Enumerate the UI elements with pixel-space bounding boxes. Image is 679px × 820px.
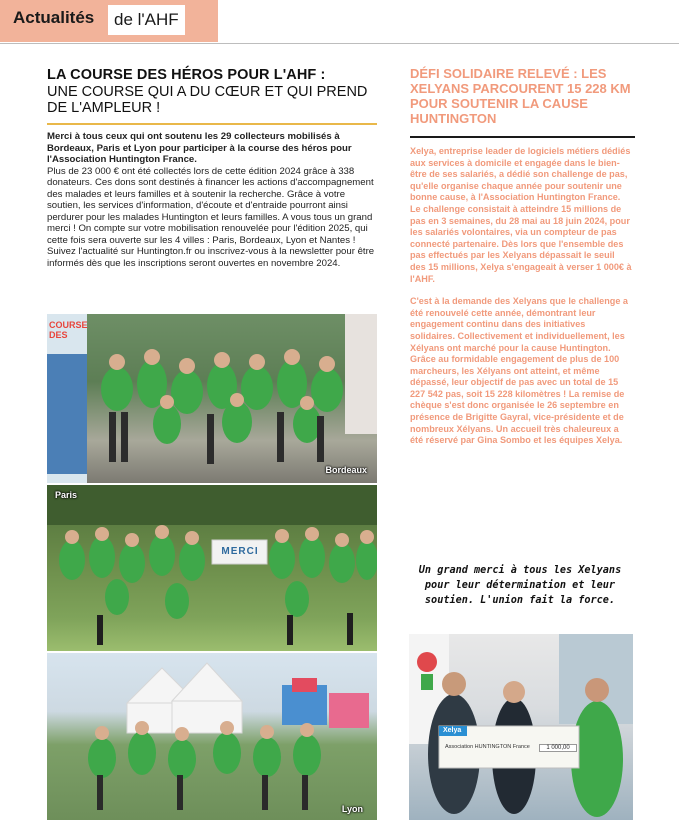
section-title: Actualités [13, 8, 95, 27]
lyon-caption: Lyon [341, 804, 363, 814]
right-article-body [410, 146, 632, 447]
section-subtitle: de l'AHF [108, 5, 185, 35]
bordeaux-banner-text: COURSE DES [49, 320, 88, 340]
cheque-amount: 1 000,00 [539, 744, 577, 752]
paris-merci-sign: MERCI [221, 546, 259, 557]
bordeaux-caption: Bordeaux [325, 465, 367, 475]
header-divider [0, 43, 679, 44]
paris-caption: Paris [55, 490, 78, 500]
photo-bordeaux-scene [47, 314, 377, 483]
cheque-payee: Association HUNTINGTON France [445, 744, 530, 750]
photo-lyon-scene [47, 653, 377, 820]
photo-cheque-handover [409, 634, 633, 820]
photo-paris [47, 485, 377, 651]
photo-lyon [47, 653, 377, 820]
left-headline-rule [47, 123, 377, 125]
handwritten-thanks: Un grand merci à tous les Xelyans pour leur détermination et leur soutien. L'union fait la force. [418, 565, 622, 606]
right-paragraph-2: C'est à la demande des Xelyans que le challenge a été renouvelé cette année, démontrant leur engagement continu dans des initiatives solidaires. Collectivement et individuellement, les Xélyans ont marché pour la cause Huntington. Grâce au formidable engagement de plus de 100 marcheurs, les Xélyans ont atteint, et même dépassé, leur objectif de pas avec un total de 15 227 542 pas, soit 15 228 kilomètres ! La remise de chèque s'est donc organisée le 26 septembre en présence de Brigitte Gayral, vice-présidente et de nombreux Xélyans. Un accueil très chaleureux a été réservé par Gina Sombo et les équipes Xelya. [410, 296, 628, 446]
left-headline-bold: LA COURSE DES HÉROS POUR L'AHF : [47, 67, 326, 83]
right-paragraph-1: Xelya, entreprise leader de logiciels métiers dédiés aux services à domicile et engagée dans le bien-être de ses salariés, a dédié son challenge de pas, qu'elle organise chaque année pour soutenir une bonne cause, à l'Association Huntington France. Le challenge consistait à atteindre 15 millions de pas en 3 semaines, du 28 mai au 18 juin 2024, pour les salariés volontaires, via un compteur de pas connecté partenaire. Dès lors que l'ensemble des pas effectués par les Xelyans dépassait le seuil des 15 millions, Xelya s'engageait à verser 1 000€ à l'AHF. [410, 146, 632, 284]
left-headline-regular: UNE COURSE QUI A DU CŒUR ET QUI PREND DE L'AMPLEUR ! [47, 84, 368, 116]
cheque-logo: Xelya [443, 727, 462, 734]
right-headline: DÉFI SOLIDAIRE RELEVÉ : LES XELYANS PARCOURENT 15 228 KM POUR SOUTENIR LA CAUSE HUNTINGTON [410, 66, 631, 126]
right-headline-rule [410, 136, 635, 138]
photo-paris-scene [47, 485, 377, 651]
left-body-text: Plus de 23 000 € ont été collectés lors de cette édition 2024 grâce à 338 donateurs. Ces dons sont destinés à financer les actions d'accompagnement des malades et leurs familles et à soutenir la recherche. Grâce à votre soutien, les services d'information, d'écoute et d'entraide pourront ainsi perdurer pour les malades Huntington et leurs familles. A vous tous un grand merci ! On compte sur votre mobilisation renouvelée pour l'édition 2025, qui cette fois sera ouverte sur les 4 villes : Paris, Bordeaux, Lyon et Nantes ! Suivez l'actualité sur Huntington.fr ou inscrivez-vous à la newsletter pour être informés dès que les inscriptions seront ouvertes en novembre 2024. [47, 165, 375, 270]
left-article-body [47, 131, 377, 270]
photo-bordeaux [47, 314, 377, 483]
left-intro: Merci à tous ceux qui ont soutenu les 29 collecteurs mobilisés à Bordeaux, Paris et Lyon pour participer à la course des héros pour l'Association Huntington France. [47, 131, 352, 166]
